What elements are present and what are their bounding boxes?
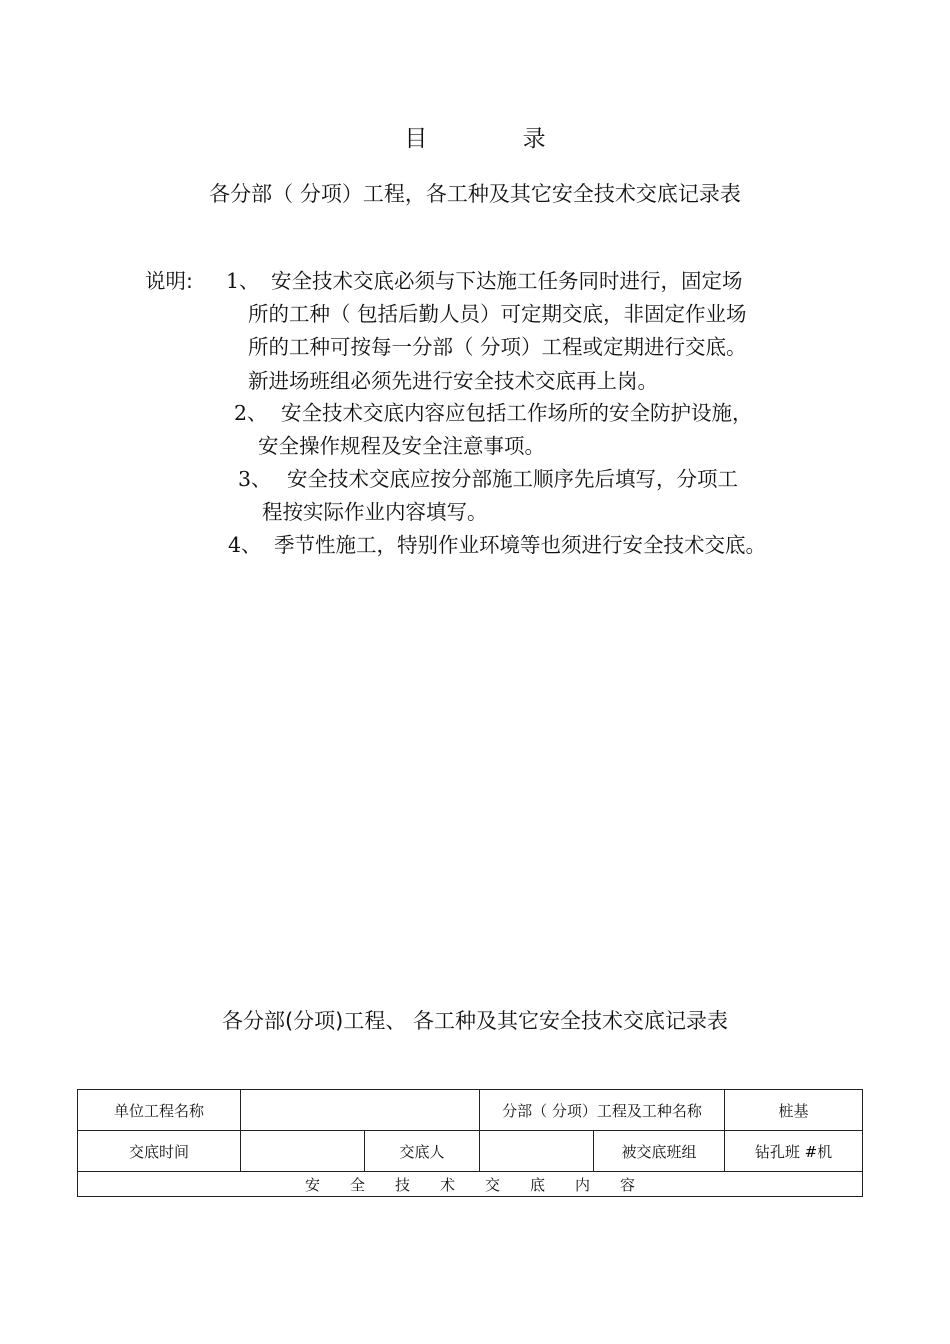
note-1-line-4: 新进场班组必须先进行安全技术交底再上岗。 (248, 369, 658, 393)
note-2-line-2: 安全操作规程及安全注意事项。 (258, 434, 545, 458)
team-label: 被交底班组 (594, 1131, 725, 1172)
unit-name-label: 单位工程名称 (78, 1090, 241, 1131)
subproject-value[interactable]: 桩基 (725, 1090, 863, 1131)
note-4-line-1: 季节性施工，特别作业环境等也须进行安全技术交底。 (274, 533, 766, 557)
toc-title: 目 录 (404, 126, 590, 152)
unit-name-value[interactable] (241, 1090, 480, 1131)
briefing-time-label: 交底时间 (78, 1131, 241, 1172)
document-subtitle: 各分部（ 分项）工程，各工种及其它安全技术交底记录表 (209, 182, 741, 206)
team-value[interactable]: 钻孔班 #机 (725, 1131, 863, 1172)
note-1-line-1: 安全技术交底必须与下达施工任务同时进行，固定场 (271, 269, 743, 293)
note-3-number: 3、 (238, 467, 272, 491)
notes-label: 说明: (145, 269, 193, 293)
note-1-line-3: 所的工种可按每一分部（ 分项）工程或定期进行交底。 (248, 335, 747, 359)
note-2-line-1: 安全技术交底内容应包括工作场所的安全防护设施， (281, 401, 753, 425)
table-title: 各分部(分项)工程、 各工种及其它安全技术交底记录表 (221, 1009, 729, 1033)
briefing-person-label: 交底人 (365, 1131, 480, 1172)
note-3-line-1: 安全技术交底应按分部施工顺序先后填写，分项工 (287, 467, 738, 491)
safety-briefing-record-table (77, 1089, 863, 1197)
briefing-time-value[interactable] (241, 1131, 365, 1172)
content-header: 安全技术交底内容 (78, 1172, 863, 1197)
note-2-number: 2、 (234, 401, 268, 425)
note-4-number: 4、 (228, 533, 262, 557)
note-1-line-2: 所的工种（ 包括后勤人员）可定期交底，非固定作业场 (248, 302, 747, 326)
briefing-person-value[interactable] (480, 1131, 594, 1172)
note-1-number: 1、 (226, 269, 260, 293)
note-3-line-2: 程按实际作业内容填写。 (262, 500, 488, 524)
subproject-label: 分部（ 分项）工程及工种名称 (480, 1090, 725, 1131)
